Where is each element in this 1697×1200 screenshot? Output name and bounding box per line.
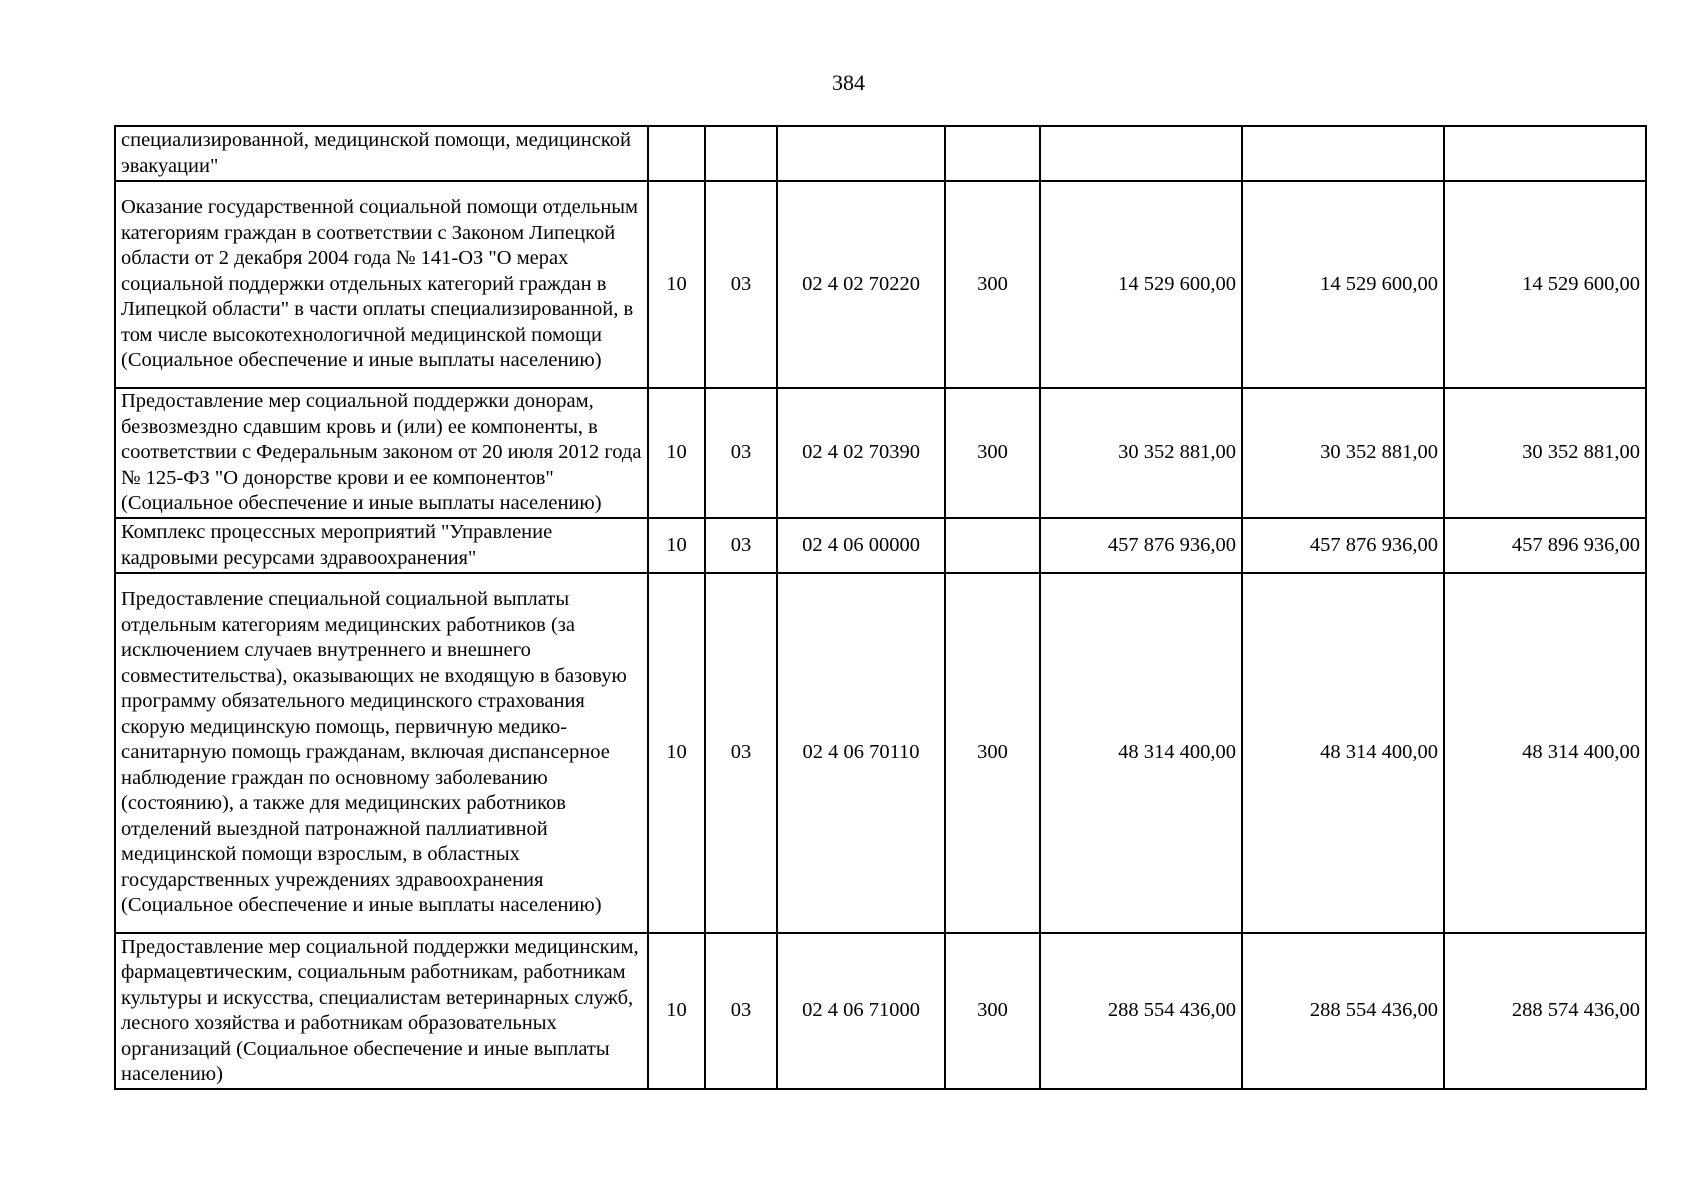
row-sum-3 [1444, 126, 1646, 181]
row-name: Предоставление мер социальной поддержки медицинским, фармацевтическим, социальным работникам, работникам культуры и искусства, специалистам ветеринарных служб, лесного хозяйства и работникам образовательных организаций (Социальное обеспечение и иные выплаты населению) [115, 933, 648, 1089]
row-subsection: 03 [705, 573, 777, 933]
row-target-article [777, 126, 945, 181]
row-section: 10 [648, 933, 705, 1089]
row-sum-3: 288 574 436,00 [1444, 933, 1646, 1089]
row-subsection: 03 [705, 933, 777, 1089]
row-expense-type [945, 126, 1040, 181]
row-section: 10 [648, 388, 705, 518]
row-subsection [705, 126, 777, 181]
row-target-article: 02 4 02 70390 [777, 388, 945, 518]
row-sum-1: 457 876 936,00 [1040, 518, 1242, 573]
row-section: 10 [648, 573, 705, 933]
row-subsection: 03 [705, 388, 777, 518]
row-expense-type: 300 [945, 388, 1040, 518]
row-target-article: 02 4 06 71000 [777, 933, 945, 1089]
row-sum-1 [1040, 126, 1242, 181]
row-sum-3: 14 529 600,00 [1444, 181, 1646, 388]
table-row [115, 388, 1646, 518]
row-sum-2: 30 352 881,00 [1242, 388, 1444, 518]
row-sum-2: 48 314 400,00 [1242, 573, 1444, 933]
row-target-article: 02 4 06 00000 [777, 518, 945, 573]
row-sum-2 [1242, 126, 1444, 181]
row-name: Комплекс процессных мероприятий "Управление кадровыми ресурсами здравоохранения" [115, 518, 648, 573]
row-sum-2: 457 876 936,00 [1242, 518, 1444, 573]
row-section [648, 126, 705, 181]
row-name: Предоставление мер социальной поддержки донорам, безвозмездно сдавшим кровь и (или) ее компоненты, в соответствии с Федеральным законом от 20 июля 2012 года № 125-ФЗ "О донорстве крови и ее компонентов" (Социальное обеспечение и иные выплаты населению) [115, 388, 648, 518]
table-row [115, 181, 1646, 388]
row-sum-3: 48 314 400,00 [1444, 573, 1646, 933]
budget-table [114, 125, 1647, 1090]
row-target-article: 02 4 06 70110 [777, 573, 945, 933]
row-expense-type: 300 [945, 573, 1040, 933]
table-row [115, 518, 1646, 573]
table-row [115, 573, 1646, 933]
row-sum-1: 30 352 881,00 [1040, 388, 1242, 518]
row-section: 10 [648, 181, 705, 388]
row-expense-type: 300 [945, 181, 1040, 388]
row-sum-3: 457 896 936,00 [1444, 518, 1646, 573]
row-subsection: 03 [705, 181, 777, 388]
table-row [115, 933, 1646, 1089]
row-sum-3: 30 352 881,00 [1444, 388, 1646, 518]
row-sum-1: 14 529 600,00 [1040, 181, 1242, 388]
row-section: 10 [648, 518, 705, 573]
row-name: Оказание государственной социальной помощи отдельным категориям граждан в соответствии с Законом Липецкой области от 2 декабря 2004 года № 141-ОЗ "О мерах социальной поддержки отдельных категорий граждан в Липецкой области" в части оплаты специализированной, в том числе высокотехнологичной медицинской помощи (Социальное обеспечение и иные выплаты населению) [115, 181, 648, 388]
row-name: специализированной, медицинской помощи, медицинской эвакуации" [115, 126, 648, 181]
row-sum-1: 48 314 400,00 [1040, 573, 1242, 933]
page-number: 384 [832, 70, 865, 95]
row-subsection: 03 [705, 518, 777, 573]
row-target-article: 02 4 02 70220 [777, 181, 945, 388]
row-name: Предоставление специальной социальной выплаты отдельным категориям медицинских работников (за исключением случаев внутреннего и внешнего совместительства), оказывающих не входящую в базовую программу обязательного медицинского страхования скорую медицинскую помощь, первичную медико-санитарную помощь гражданам, включая диспансерное наблюдение граждан по основному заболеванию (состоянию), а также для медицинских работников отделений выездной патронажной паллиативной медицинской помощи взрослым, в областных государственных учреждениях здравоохранения (Социальное обеспечение и иные выплаты населению) [115, 573, 648, 933]
row-expense-type [945, 518, 1040, 573]
row-sum-2: 14 529 600,00 [1242, 181, 1444, 388]
table-row [115, 126, 1646, 181]
row-sum-2: 288 554 436,00 [1242, 933, 1444, 1089]
row-sum-1: 288 554 436,00 [1040, 933, 1242, 1089]
row-expense-type: 300 [945, 933, 1040, 1089]
